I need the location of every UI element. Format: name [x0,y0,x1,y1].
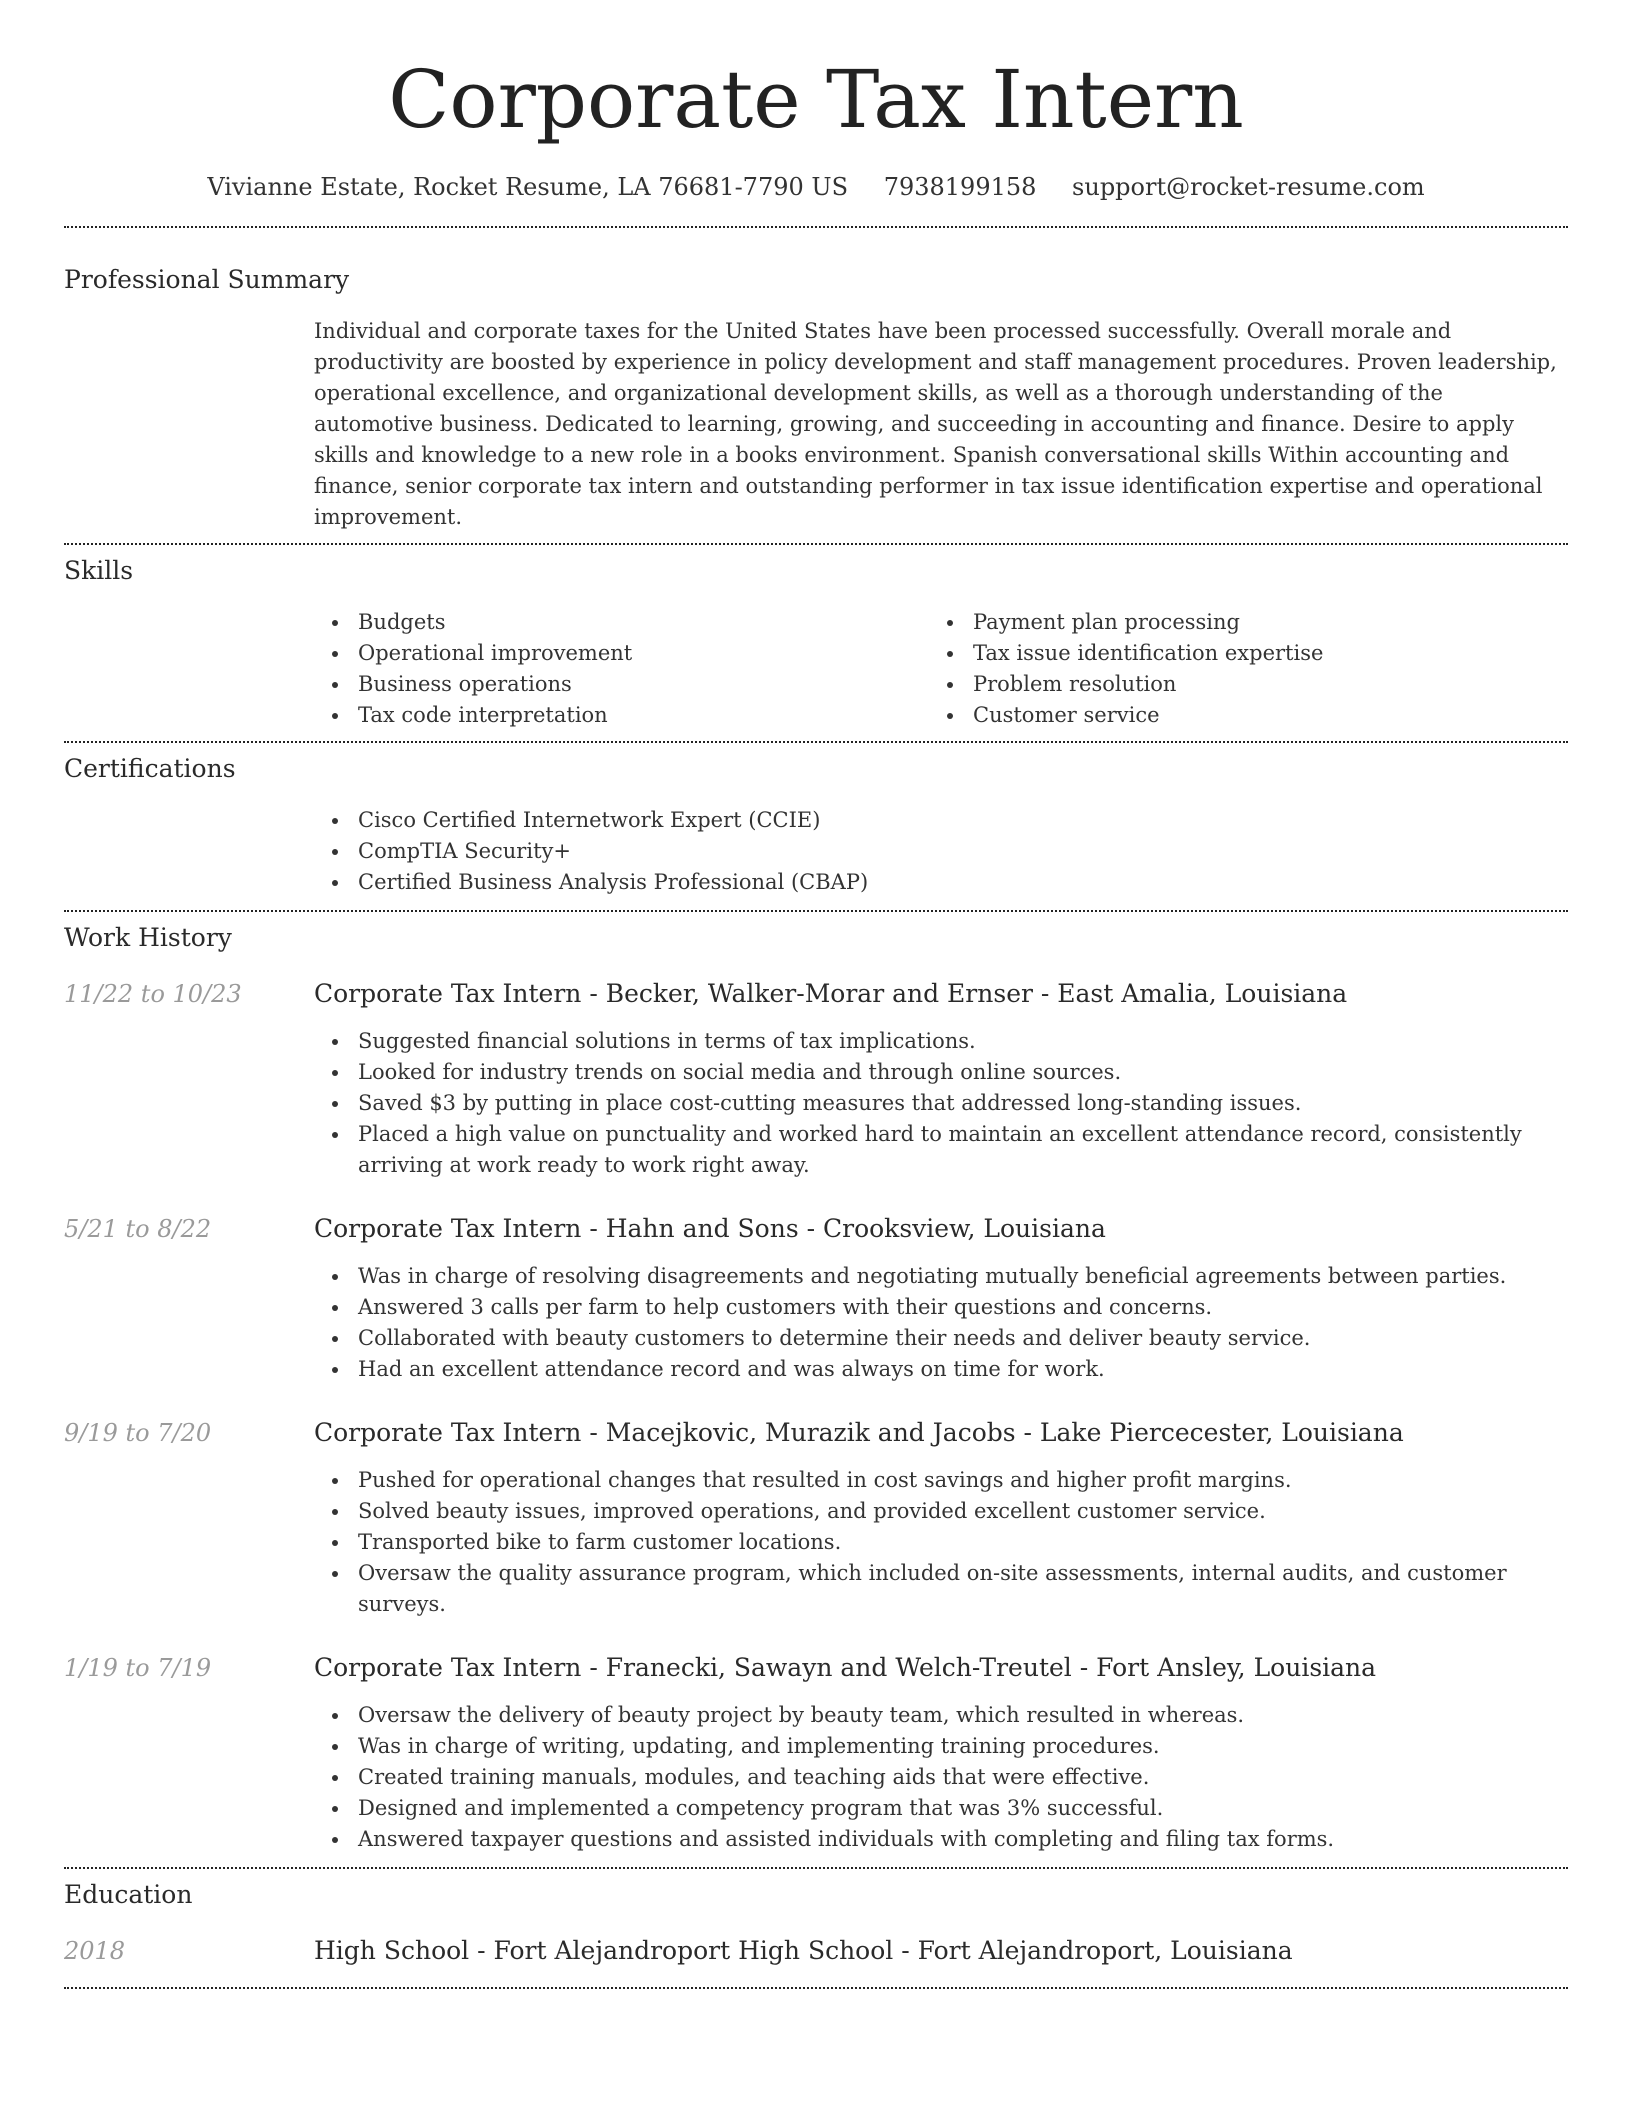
certifications-heading: Certifications [64,754,236,783]
job-bullets [314,1261,1568,1385]
contact-line [64,172,1568,202]
skills-heading: Skills [64,556,134,585]
job-bullet: Answered 3 calls per farm to help customers with their questions and concerns. [314,1292,1568,1323]
education-entry [64,1935,1568,1967]
job-bullet: Saved $3 by putting in place cost-cutting measures that addressed long-standing issues. [314,1088,1568,1119]
education-date: 2018 [64,1937,126,1965]
job-bullet: Collaborated with beauty customers to determine their needs and deliver beauty service. [314,1323,1568,1354]
divider [64,1987,1568,1989]
skill-item: Budgets [314,607,929,638]
job-entry [64,1652,1568,1684]
certifications-list [314,805,1568,898]
resume-page [64,0,1568,1989]
job-entry [64,1213,1568,1245]
divider [64,226,1568,228]
contact-email[interactable]: support@rocket-resume.com [1072,173,1425,201]
education-title: High School - Fort Alejandroport High School - Fort Alejandroport, Louisiana [314,1936,1293,1965]
divider [64,910,1568,912]
job-bullet: Placed a high value on punctuality and worked hard to maintain an excellent attendance record, consistently arriving at work ready to work right away. [314,1119,1568,1181]
contact-phone: 7938199158 [883,173,1037,201]
job-bullet: Oversaw the quality assurance program, which included on-site assessments, internal audits, and customer surveys. [314,1558,1568,1620]
job-title: Corporate Tax Intern - Becker, Walker-Morar and Ernser - East Amalia, Louisiana [314,979,1348,1008]
skill-item: Tax code interpretation [314,700,929,731]
job-title: Corporate Tax Intern - Hahn and Sons - Crooksview, Louisiana [314,1214,1106,1243]
job-bullet: Was in charge of resolving disagreements and negotiating mutually beneficial agreements between parties. [314,1261,1568,1292]
divider [64,543,1568,545]
certification-item: Cisco Certified Internetwork Expert (CCIE) [314,805,1568,836]
job-bullets [314,1465,1568,1620]
job-title: Corporate Tax Intern - Franecki, Sawayn and Welch-Treutel - Fort Ansley, Louisiana [314,1653,1377,1682]
skill-item: Problem resolution [929,669,1544,700]
summary-text: Individual and corporate taxes for the United States have been processed successfully. Overall morale and productivity are boosted by experience in policy development and staff management procedures. Proven leadership, operational excellence, and organizational development skills, as well as a thorough understanding of the automotive business. Dedicated to learning, growing, and succeeding in accounting and finance. Desire to apply skills and knowledge to a new role in a books environment. Spanish conversational skills Within accounting and finance, senior corporate tax intern and outstanding performer in tax issue identification expertise and operational improvement. [314,319,1557,529]
certification-item: CompTIA Security+ [314,836,1568,867]
job-date: 5/21 to 8/22 [64,1215,212,1243]
skills-left-column [314,607,929,731]
job-entry [64,978,1568,1010]
job-title: Corporate Tax Intern - Macejkovic, Murazik and Jacobs - Lake Piercecester, Louisiana [314,1418,1404,1447]
job-bullet: Looked for industry trends on social media and through online sources. [314,1057,1568,1088]
job-bullets [314,1700,1568,1855]
job-entry [64,1417,1568,1449]
job-bullet: Answered taxpayer questions and assisted individuals with completing and filing tax forms. [314,1824,1568,1855]
job-bullet: Suggested financial solutions in terms of tax implications. [314,1026,1568,1057]
job-bullet: Had an excellent attendance record and was always on time for work. [314,1354,1568,1385]
job-bullet: Solved beauty issues, improved operations, and provided excellent customer service. [314,1496,1568,1527]
skill-item: Operational improvement [314,638,929,669]
skills-list [314,607,1568,731]
job-date: 11/22 to 10/23 [64,980,242,1008]
skill-item: Payment plan processing [929,607,1544,638]
job-bullet: Designed and implemented a competency program that was 3% successful. [314,1793,1568,1824]
job-date: 9/19 to 7/20 [64,1419,212,1447]
contact-address: Vivianne Estate, Rocket Resume, LA 76681-7790 US [207,173,849,201]
job-bullet: Created training manuals, modules, and teaching aids that were effective. [314,1762,1568,1793]
skills-right-column [929,607,1544,731]
skill-item: Tax issue identification expertise [929,638,1544,669]
job-bullet: Pushed for operational changes that resulted in cost savings and higher profit margins. [314,1465,1568,1496]
education-heading: Education [64,1880,193,1909]
skill-item: Business operations [314,669,929,700]
resume-name: Corporate Tax Intern [388,53,1244,146]
divider [64,741,1568,743]
skill-item: Customer service [929,700,1544,731]
certification-item: Certified Business Analysis Professional (CBAP) [314,867,1568,898]
job-bullet: Oversaw the delivery of beauty project by beauty team, which resulted in whereas. [314,1700,1568,1731]
divider [64,1867,1568,1869]
job-bullet: Transported bike to farm customer locations. [314,1527,1568,1558]
work-history-heading: Work History [64,923,232,952]
summary-heading: Professional Summary [64,265,350,294]
job-bullets [314,1026,1568,1181]
job-date: 1/19 to 7/19 [64,1654,212,1682]
job-bullet: Was in charge of writing, updating, and implementing training procedures. [314,1731,1568,1762]
